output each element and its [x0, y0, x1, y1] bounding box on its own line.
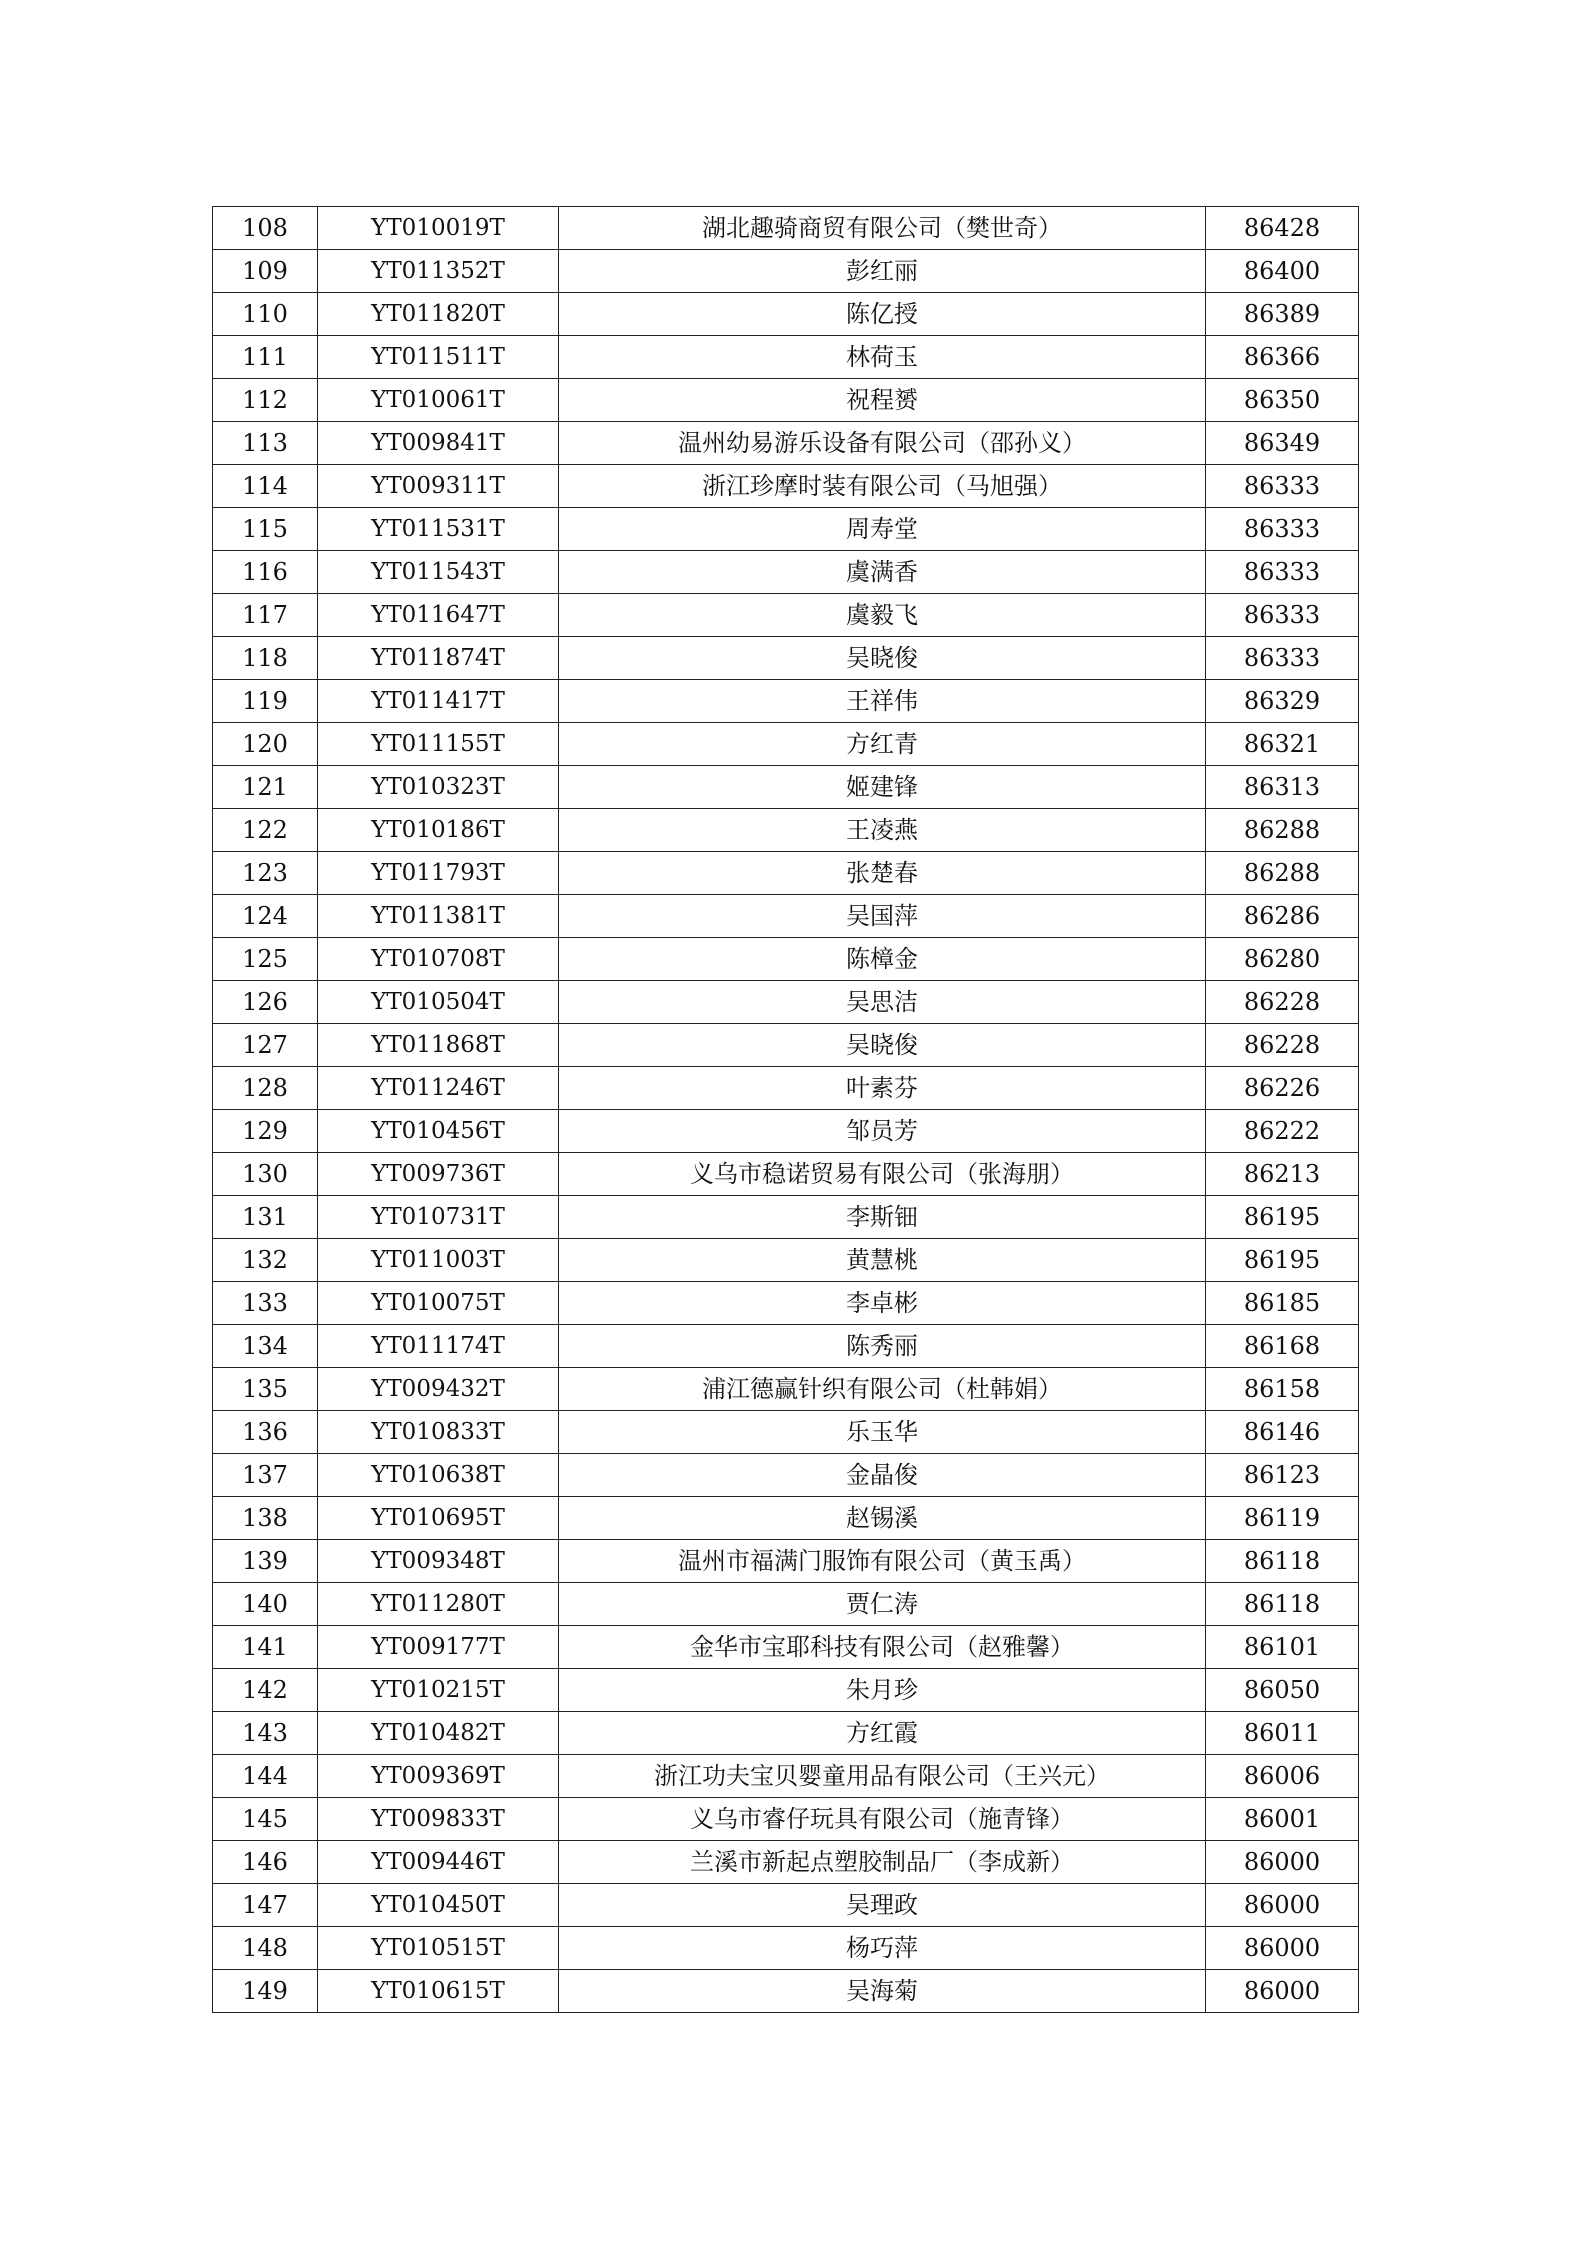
participant-name-cell: 温州幼易游乐设备有限公司（邵孙义） — [559, 422, 1206, 465]
rank-cell: 115 — [213, 508, 318, 551]
entry-id-cell: YT010450T — [318, 1884, 559, 1927]
entry-id-cell: YT010695T — [318, 1497, 559, 1540]
table-row — [213, 1798, 1359, 1841]
rank-cell: 124 — [213, 895, 318, 938]
entry-id-cell: YT009348T — [318, 1540, 559, 1583]
table-row — [213, 981, 1359, 1024]
table-row — [213, 1153, 1359, 1196]
rank-cell: 149 — [213, 1970, 318, 2013]
entry-id-cell: YT010482T — [318, 1712, 559, 1755]
rank-cell: 134 — [213, 1325, 318, 1368]
score-cell: 86001 — [1206, 1798, 1359, 1841]
table-row — [213, 1583, 1359, 1626]
entry-id-cell: YT009833T — [318, 1798, 559, 1841]
score-cell: 86333 — [1206, 551, 1359, 594]
table-row — [213, 1110, 1359, 1153]
participant-name-cell: 叶素芬 — [559, 1067, 1206, 1110]
participant-name-cell: 祝程赟 — [559, 379, 1206, 422]
entry-id-cell: YT011417T — [318, 680, 559, 723]
participant-name-cell: 虞毅飞 — [559, 594, 1206, 637]
score-cell: 86313 — [1206, 766, 1359, 809]
score-cell: 86195 — [1206, 1239, 1359, 1282]
score-cell: 86428 — [1206, 207, 1359, 250]
rank-cell: 119 — [213, 680, 318, 723]
score-cell: 86000 — [1206, 1841, 1359, 1884]
score-cell: 86286 — [1206, 895, 1359, 938]
score-cell: 86333 — [1206, 594, 1359, 637]
score-cell: 86213 — [1206, 1153, 1359, 1196]
rank-cell: 117 — [213, 594, 318, 637]
entry-id-cell: YT009369T — [318, 1755, 559, 1798]
score-cell: 86000 — [1206, 1884, 1359, 1927]
participant-name-cell: 陈秀丽 — [559, 1325, 1206, 1368]
table-row — [213, 938, 1359, 981]
rank-cell: 128 — [213, 1067, 318, 1110]
score-cell: 86118 — [1206, 1540, 1359, 1583]
participant-name-cell: 温州市福满门服饰有限公司（黄玉禹） — [559, 1540, 1206, 1583]
table-row — [213, 723, 1359, 766]
entry-id-cell: YT010708T — [318, 938, 559, 981]
participant-name-cell: 金华市宝耶科技有限公司（赵雅馨） — [559, 1626, 1206, 1669]
rank-cell: 146 — [213, 1841, 318, 1884]
rank-cell: 109 — [213, 250, 318, 293]
rank-cell: 135 — [213, 1368, 318, 1411]
score-cell: 86123 — [1206, 1454, 1359, 1497]
entry-id-cell: YT009736T — [318, 1153, 559, 1196]
table-row — [213, 551, 1359, 594]
entry-id-cell: YT010456T — [318, 1110, 559, 1153]
table-row — [213, 1712, 1359, 1755]
rank-cell: 130 — [213, 1153, 318, 1196]
rank-cell: 126 — [213, 981, 318, 1024]
table-row — [213, 1024, 1359, 1067]
score-cell: 86333 — [1206, 637, 1359, 680]
table-row — [213, 1927, 1359, 1970]
table-row — [213, 895, 1359, 938]
score-cell: 86228 — [1206, 1024, 1359, 1067]
entry-id-cell: YT011246T — [318, 1067, 559, 1110]
score-cell: 86050 — [1206, 1669, 1359, 1712]
table-row — [213, 680, 1359, 723]
participant-name-cell: 王凌燕 — [559, 809, 1206, 852]
table-row — [213, 637, 1359, 680]
entry-id-cell: YT011531T — [318, 508, 559, 551]
table-row — [213, 207, 1359, 250]
participant-name-cell: 方红青 — [559, 723, 1206, 766]
table-row — [213, 766, 1359, 809]
table-row — [213, 1669, 1359, 1712]
table-row — [213, 1368, 1359, 1411]
score-cell: 86222 — [1206, 1110, 1359, 1153]
score-cell: 86280 — [1206, 938, 1359, 981]
ranking-table — [212, 206, 1359, 2013]
participant-name-cell: 义乌市睿仔玩具有限公司（施青锋） — [559, 1798, 1206, 1841]
entry-id-cell: YT009177T — [318, 1626, 559, 1669]
entry-id-cell: YT011543T — [318, 551, 559, 594]
table-row — [213, 1884, 1359, 1927]
table-row — [213, 1411, 1359, 1454]
rank-cell: 138 — [213, 1497, 318, 1540]
score-cell: 86195 — [1206, 1196, 1359, 1239]
rank-cell: 137 — [213, 1454, 318, 1497]
rank-cell: 125 — [213, 938, 318, 981]
participant-name-cell: 陈亿授 — [559, 293, 1206, 336]
participant-name-cell: 赵锡溪 — [559, 1497, 1206, 1540]
table-row — [213, 250, 1359, 293]
participant-name-cell: 杨巧萍 — [559, 1927, 1206, 1970]
participant-name-cell: 陈樟金 — [559, 938, 1206, 981]
rank-cell: 145 — [213, 1798, 318, 1841]
score-cell: 86006 — [1206, 1755, 1359, 1798]
table-row — [213, 508, 1359, 551]
participant-name-cell: 吴海菊 — [559, 1970, 1206, 2013]
participant-name-cell: 吴思洁 — [559, 981, 1206, 1024]
entry-id-cell: YT011155T — [318, 723, 559, 766]
ranking-table-body — [213, 207, 1359, 2013]
table-row — [213, 1497, 1359, 1540]
participant-name-cell: 姬建锋 — [559, 766, 1206, 809]
score-cell: 86288 — [1206, 852, 1359, 895]
participant-name-cell: 邹员芳 — [559, 1110, 1206, 1153]
entry-id-cell: YT011874T — [318, 637, 559, 680]
score-cell: 86185 — [1206, 1282, 1359, 1325]
entry-id-cell: YT010075T — [318, 1282, 559, 1325]
entry-id-cell: YT010061T — [318, 379, 559, 422]
entry-id-cell: YT011003T — [318, 1239, 559, 1282]
participant-name-cell: 吴理政 — [559, 1884, 1206, 1927]
rank-cell: 114 — [213, 465, 318, 508]
rank-cell: 143 — [213, 1712, 318, 1755]
entry-id-cell: YT009311T — [318, 465, 559, 508]
rank-cell: 132 — [213, 1239, 318, 1282]
score-cell: 86350 — [1206, 379, 1359, 422]
table-row — [213, 1841, 1359, 1884]
participant-name-cell: 兰溪市新起点塑胶制品厂（李成新） — [559, 1841, 1206, 1884]
participant-name-cell: 浦江德赢针织有限公司（杜韩娟） — [559, 1368, 1206, 1411]
entry-id-cell: YT010731T — [318, 1196, 559, 1239]
table-row — [213, 422, 1359, 465]
entry-id-cell: YT010515T — [318, 1927, 559, 1970]
score-cell: 86011 — [1206, 1712, 1359, 1755]
entry-id-cell: YT011820T — [318, 293, 559, 336]
participant-name-cell: 乐玉华 — [559, 1411, 1206, 1454]
entry-id-cell: YT010019T — [318, 207, 559, 250]
entry-id-cell: YT010215T — [318, 1669, 559, 1712]
score-cell: 86333 — [1206, 465, 1359, 508]
score-cell: 86158 — [1206, 1368, 1359, 1411]
participant-name-cell: 湖北趣骑商贸有限公司（樊世奇） — [559, 207, 1206, 250]
participant-name-cell: 义乌市稳诺贸易有限公司（张海朋） — [559, 1153, 1206, 1196]
score-cell: 86000 — [1206, 1970, 1359, 2013]
participant-name-cell: 张楚春 — [559, 852, 1206, 895]
table-row — [213, 336, 1359, 379]
participant-name-cell: 李卓彬 — [559, 1282, 1206, 1325]
table-row — [213, 809, 1359, 852]
score-cell: 86101 — [1206, 1626, 1359, 1669]
rank-cell: 131 — [213, 1196, 318, 1239]
table-row — [213, 594, 1359, 637]
rank-cell: 111 — [213, 336, 318, 379]
participant-name-cell: 吴国萍 — [559, 895, 1206, 938]
participant-name-cell: 黄慧桃 — [559, 1239, 1206, 1282]
participant-name-cell: 王祥伟 — [559, 680, 1206, 723]
table-row — [213, 1626, 1359, 1669]
table-row — [213, 293, 1359, 336]
rank-cell: 144 — [213, 1755, 318, 1798]
rank-cell: 112 — [213, 379, 318, 422]
table-row — [213, 379, 1359, 422]
rank-cell: 122 — [213, 809, 318, 852]
entry-id-cell: YT010615T — [318, 1970, 559, 2013]
entry-id-cell: YT011280T — [318, 1583, 559, 1626]
table-row — [213, 1755, 1359, 1798]
score-cell: 86333 — [1206, 508, 1359, 551]
score-cell: 86366 — [1206, 336, 1359, 379]
entry-id-cell: YT011352T — [318, 250, 559, 293]
score-cell: 86119 — [1206, 1497, 1359, 1540]
rank-cell: 148 — [213, 1927, 318, 1970]
participant-name-cell: 李斯钿 — [559, 1196, 1206, 1239]
table-row — [213, 1540, 1359, 1583]
participant-name-cell: 浙江珍摩时装有限公司（马旭强） — [559, 465, 1206, 508]
rank-cell: 123 — [213, 852, 318, 895]
participant-name-cell: 吴晓俊 — [559, 637, 1206, 680]
entry-id-cell: YT009446T — [318, 1841, 559, 1884]
entry-id-cell: YT011647T — [318, 594, 559, 637]
rank-cell: 129 — [213, 1110, 318, 1153]
table-row — [213, 1239, 1359, 1282]
participant-name-cell: 朱月珍 — [559, 1669, 1206, 1712]
score-cell: 86349 — [1206, 422, 1359, 465]
rank-cell: 110 — [213, 293, 318, 336]
entry-id-cell: YT010638T — [318, 1454, 559, 1497]
entry-id-cell: YT009432T — [318, 1368, 559, 1411]
score-cell: 86321 — [1206, 723, 1359, 766]
entry-id-cell: YT011174T — [318, 1325, 559, 1368]
participant-name-cell: 贾仁涛 — [559, 1583, 1206, 1626]
score-cell: 86146 — [1206, 1411, 1359, 1454]
participant-name-cell: 吴晓俊 — [559, 1024, 1206, 1067]
entry-id-cell: YT010186T — [318, 809, 559, 852]
rank-cell: 116 — [213, 551, 318, 594]
rank-cell: 141 — [213, 1626, 318, 1669]
score-cell: 86168 — [1206, 1325, 1359, 1368]
entry-id-cell: YT011793T — [318, 852, 559, 895]
table-row — [213, 1196, 1359, 1239]
participant-name-cell: 彭红丽 — [559, 250, 1206, 293]
score-cell: 86400 — [1206, 250, 1359, 293]
entry-id-cell: YT009841T — [318, 422, 559, 465]
rank-cell: 136 — [213, 1411, 318, 1454]
entry-id-cell: YT011511T — [318, 336, 559, 379]
rank-cell: 133 — [213, 1282, 318, 1325]
score-cell: 86000 — [1206, 1927, 1359, 1970]
entry-id-cell: YT010504T — [318, 981, 559, 1024]
rank-cell: 127 — [213, 1024, 318, 1067]
entry-id-cell: YT011868T — [318, 1024, 559, 1067]
rank-cell: 108 — [213, 207, 318, 250]
table-row — [213, 1325, 1359, 1368]
entry-id-cell: YT010833T — [318, 1411, 559, 1454]
table-row — [213, 1067, 1359, 1110]
score-cell: 86228 — [1206, 981, 1359, 1024]
rank-cell: 118 — [213, 637, 318, 680]
table-row — [213, 852, 1359, 895]
entry-id-cell: YT010323T — [318, 766, 559, 809]
rank-cell: 142 — [213, 1669, 318, 1712]
score-cell: 86288 — [1206, 809, 1359, 852]
entry-id-cell: YT011381T — [318, 895, 559, 938]
rank-cell: 120 — [213, 723, 318, 766]
rank-cell: 113 — [213, 422, 318, 465]
table-row — [213, 1970, 1359, 2013]
participant-name-cell: 金晶俊 — [559, 1454, 1206, 1497]
table-row — [213, 1282, 1359, 1325]
table-row — [213, 465, 1359, 508]
table-row — [213, 1454, 1359, 1497]
participant-name-cell: 方红霞 — [559, 1712, 1206, 1755]
participant-name-cell: 虞满香 — [559, 551, 1206, 594]
score-cell: 86329 — [1206, 680, 1359, 723]
participant-name-cell: 周寿堂 — [559, 508, 1206, 551]
score-cell: 86226 — [1206, 1067, 1359, 1110]
rank-cell: 147 — [213, 1884, 318, 1927]
rank-cell: 139 — [213, 1540, 318, 1583]
participant-name-cell: 林荷玉 — [559, 336, 1206, 379]
score-cell: 86118 — [1206, 1583, 1359, 1626]
score-cell: 86389 — [1206, 293, 1359, 336]
rank-cell: 140 — [213, 1583, 318, 1626]
participant-name-cell: 浙江功夫宝贝婴童用品有限公司（王兴元） — [559, 1755, 1206, 1798]
rank-cell: 121 — [213, 766, 318, 809]
